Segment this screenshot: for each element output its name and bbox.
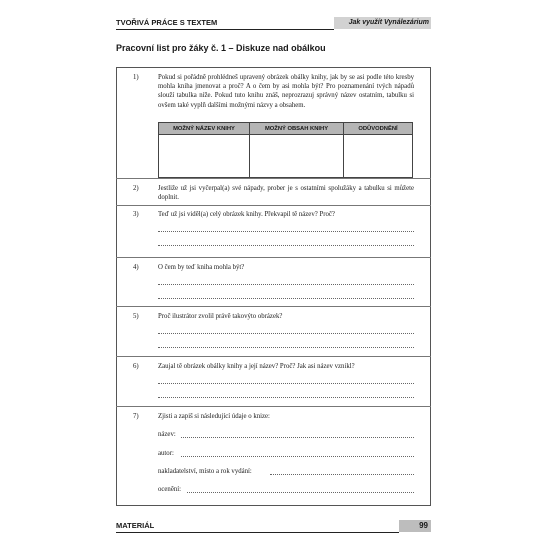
- task-divider: [116, 356, 431, 357]
- task-text: O čem by teď kniha mohla být?: [158, 264, 245, 271]
- answer-line[interactable]: [158, 284, 414, 285]
- task-text: Zaujal tě obrázek obálky knihy a její název? Proč? Jak asi název vznikl?: [158, 363, 355, 370]
- field-line-publisher[interactable]: [270, 474, 414, 475]
- answer-line[interactable]: [158, 347, 414, 348]
- table-cell-reason[interactable]: [344, 135, 413, 178]
- table-header-reason: ODŮVODNĚNÍ: [344, 123, 413, 135]
- task-number: 2): [133, 185, 139, 192]
- task-text: Jestliže už jsi vyčerpal(a) své nápady, prober je s ostatními spolužáky a tabulku si můžete doplnit.: [158, 185, 414, 202]
- answer-line[interactable]: [158, 298, 414, 299]
- task-divider: [116, 178, 431, 179]
- page-number: 99: [399, 520, 431, 532]
- field-label-publisher: nakladatelství, místo a rok vydání:: [158, 468, 252, 475]
- ideas-table: [158, 122, 413, 178]
- task-text: Proč ilustrátor zvolil právě takovýto obrázek?: [158, 313, 283, 320]
- task-number: 3): [133, 211, 139, 218]
- field-label-awards: ocenění:: [158, 486, 182, 493]
- task-divider: [116, 257, 431, 258]
- task-text: Pokud si pořádně prohlédneš upravený obrázek obálky knihy, jak by se asi podle této kresby mohla kniha jmenovat a proč? A o čem by asi mohla být? Pro poznamenání tvých nápadů slouží tabulka níže. Pokud tuto knihu znáš, neprozrazuj správný název ostatním, tabulku si ovšem také vyplň dalšími možnými názvy a obsahem.: [158, 74, 414, 109]
- task-divider: [116, 406, 431, 407]
- answer-line[interactable]: [158, 397, 414, 398]
- task-number: 7): [133, 413, 139, 420]
- field-label-author: autor:: [158, 450, 174, 457]
- task-text: Teď už jsi viděl(a) celý obrázek knihy. Překvapil tě název? Proč?: [158, 211, 335, 218]
- header-chapter-title: TVOŘIVÁ PRÁCE S TEXTEM: [116, 17, 334, 30]
- field-line-title[interactable]: [181, 437, 414, 438]
- answer-line[interactable]: [158, 333, 414, 334]
- worksheet-title: Pracovní list pro žáky č. 1 – Diskuze nad obálkou: [116, 43, 326, 53]
- answer-line[interactable]: [158, 245, 414, 246]
- header-section-title: Jak využít Vynálezárium: [334, 17, 431, 29]
- table-cell-content[interactable]: [250, 135, 344, 178]
- task-number: 6): [133, 363, 139, 370]
- field-label-title: název:: [158, 431, 176, 438]
- table-header-title: MOŽNÝ NÁZEV KNIHY: [159, 123, 250, 135]
- answer-line[interactable]: [158, 231, 414, 232]
- answer-line[interactable]: [158, 383, 414, 384]
- footer-section-label: MATERIÁL: [116, 520, 399, 533]
- field-line-author[interactable]: [181, 456, 414, 457]
- table-header-content: MOŽNÝ OBSAH KNIHY: [250, 123, 344, 135]
- table-cell-title[interactable]: [159, 135, 250, 178]
- task-number: 1): [133, 74, 139, 81]
- field-line-awards[interactable]: [187, 492, 414, 493]
- task-number: 4): [133, 264, 139, 271]
- task-divider: [116, 205, 431, 206]
- task-number: 5): [133, 313, 139, 320]
- task-text: Zjisti a zapiš si následující údaje o knize:: [158, 413, 270, 420]
- task-divider: [116, 306, 431, 307]
